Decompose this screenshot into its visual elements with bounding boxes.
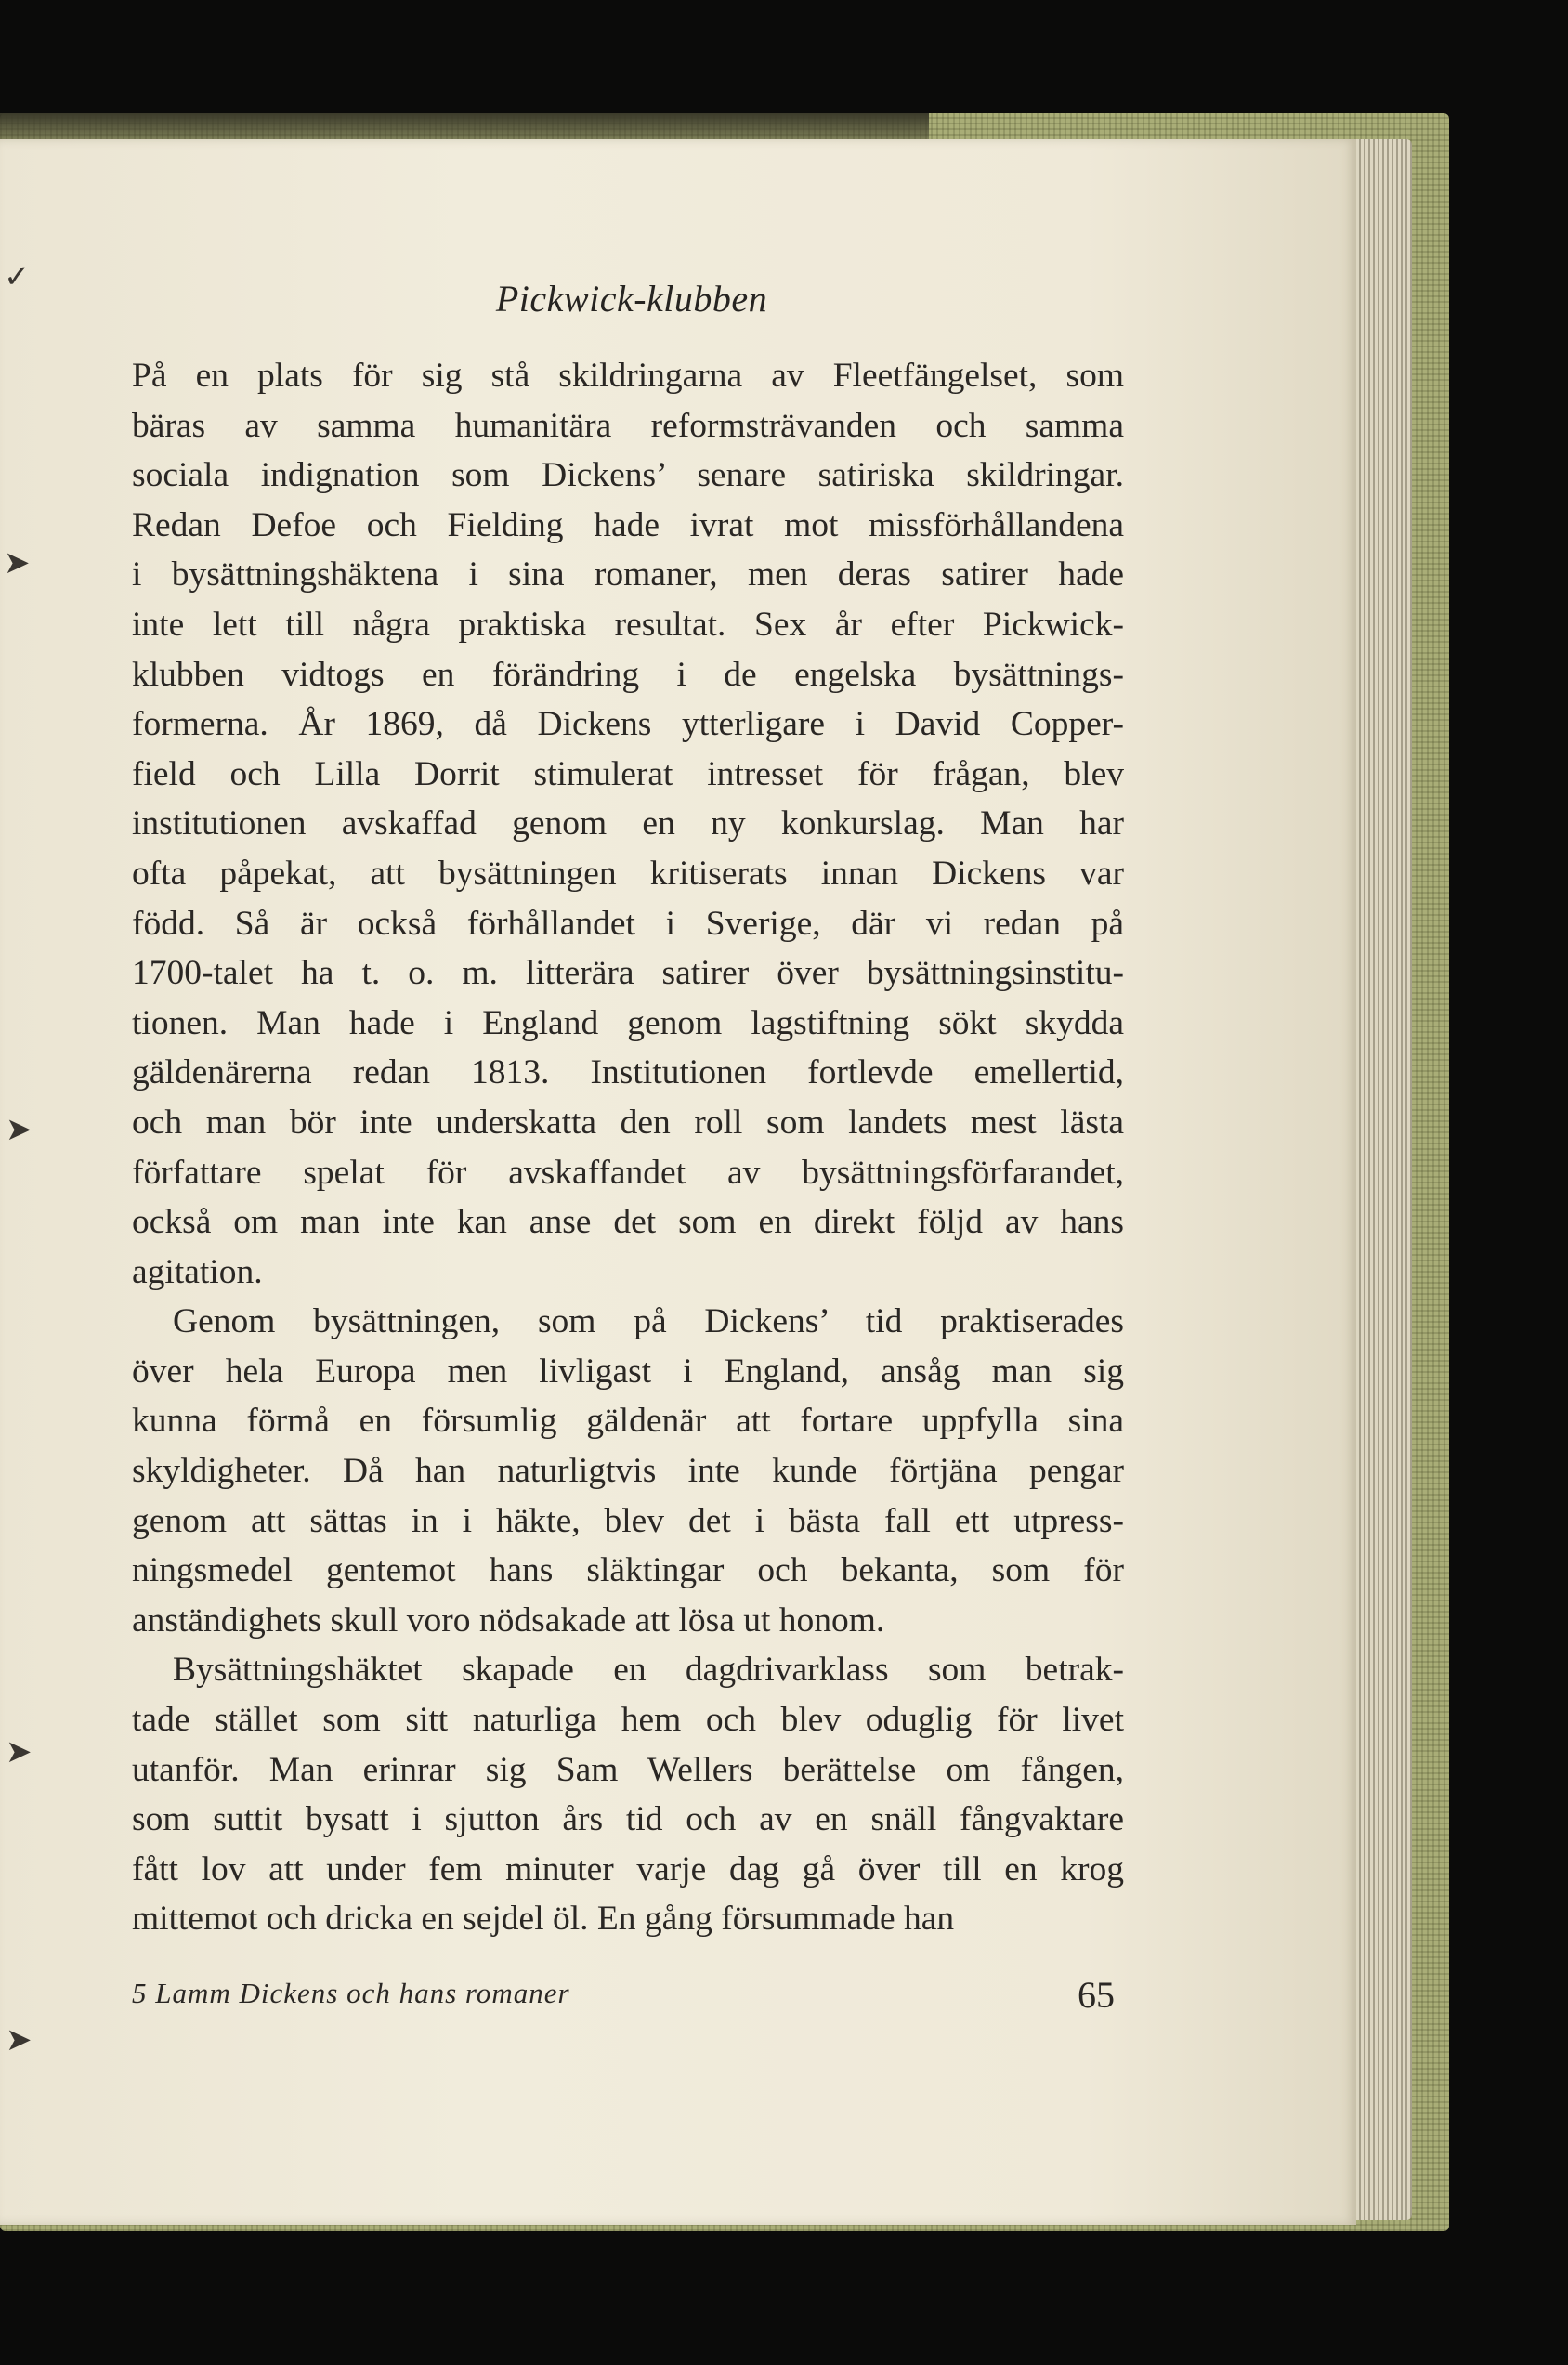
margin-tab-mark: ➤ — [6, 1735, 33, 1770]
margin-tab-mark: ➤ — [6, 2023, 33, 2058]
paragraph — [132, 351, 1124, 1297]
margin-tab-mark: ✓ — [4, 260, 31, 294]
paragraph — [132, 1297, 1124, 1645]
text-line: i bysättningshäktena i sina romaner, men deras satirer hade — [132, 555, 1124, 595]
text-line: gäldenärerna redan 1813. Institutionen fortlevde emellertid, — [132, 1053, 1124, 1092]
text-line: genom att sättas in i häkte, blev det i bästa fall ett utpress- — [132, 1501, 1124, 1540]
paragraph — [132, 1645, 1124, 1944]
text-line: inte lett till några praktiska resultat. Sex år efter Pickwick- — [132, 605, 1124, 644]
margin-tab-mark: ➤ — [4, 546, 31, 581]
text-line: Bysättningshäktet skapade en dagdrivarklass som betrak- — [173, 1651, 1124, 1690]
margin-tab-mark: ➤ — [6, 1113, 33, 1147]
text-line: På en plats för sig stå skildringarna av Fleetfängelset, som — [132, 357, 1124, 395]
text-line: formerna. År 1869, då Dickens ytterligare i David Copper- — [132, 705, 1124, 744]
text-line: fått lov att under fem minuter varje dag gå över till en krog — [132, 1849, 1124, 1888]
text-line: tionen. Man hade i England genom lagstiftning sökt skydda — [132, 1003, 1124, 1042]
text-line: agitation. — [132, 1252, 263, 1291]
text-line: utanför. Man erinrar sig Sam Wellers berättelse om fången, — [132, 1750, 1124, 1789]
text-line: skyldigheter. Då han naturligtvis inte kunde förtjäna pengar — [132, 1452, 1124, 1491]
running-head: Pickwick-klubben — [495, 278, 768, 320]
text-line: ofta påpekat, att bysättningen kritiserats innan Dickens var — [132, 854, 1124, 893]
text-line: född. Så är också förhållandet i Sverige, där vi redan på — [132, 904, 1124, 943]
text-line: och man bör inte underskatta den roll som landets mest lästa — [132, 1103, 1124, 1142]
text-line: Genom bysättningen, som på Dickens’ tid praktiserades — [173, 1302, 1124, 1341]
text-line: tade stället som sitt naturliga hem och blev oduglig för livet — [132, 1701, 1124, 1740]
text-line: författare spelat för avskaffandet av bysättningsförfarandet, — [132, 1153, 1124, 1192]
text-line: mittemot och dricka en sejdel öl. En gång försummade han — [132, 1900, 955, 1939]
text-line: bäras av samma humanitära reformsträvanden och samma — [132, 406, 1124, 445]
text-line: ningsmedel gentemot hans släktingar och bekanta, som för — [132, 1551, 1124, 1590]
page-number: 65 — [1078, 1974, 1115, 2016]
text-line: över hela Europa men livligast i England, ansåg man sig — [132, 1352, 1124, 1391]
text-line: kunna förmå en försumlig gäldenär att fortare uppfylla sina — [132, 1402, 1124, 1441]
footer-signature: 5 Lamm Dickens och hans romaner — [132, 1977, 570, 2009]
text-line: också om man inte kan anse det som en direkt följd av hans — [132, 1203, 1124, 1242]
text-line: klubben vidtogs en förändring i de engelska bysättnings- — [132, 655, 1124, 694]
text-line: field och Lilla Dorrit stimulerat intresset för frågan, blev — [132, 754, 1124, 793]
text-line: som suttit bysatt i sjutton års tid och av en snäll fångvaktare — [132, 1800, 1124, 1839]
text-line: Redan Defoe och Fielding hade ivrat mot missförhållandena — [132, 505, 1124, 544]
text-line: anständighets skull voro nödsakade att lösa ut honom. — [132, 1601, 885, 1640]
text-line: sociala indignation som Dickens’ senare satiriska skildringar. — [132, 456, 1124, 495]
body-text — [132, 351, 1124, 1944]
text-line: institutionen avskaffad genom en ny konkurslag. Man har — [132, 804, 1124, 843]
text-line: 1700-talet ha t. o. m. litterära satirer över bysättningsinstitu- — [132, 954, 1124, 993]
